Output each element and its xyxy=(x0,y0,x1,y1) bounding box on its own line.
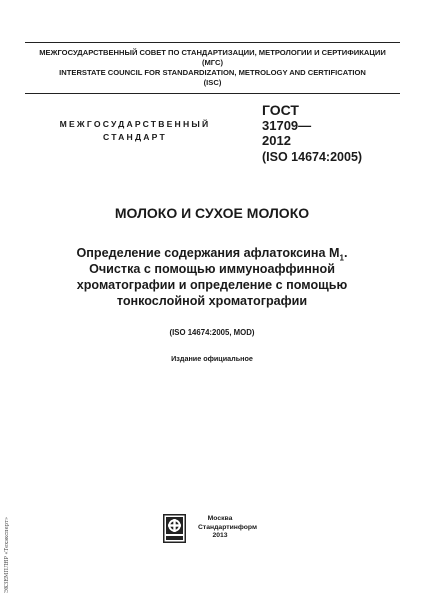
gost-number: 31709— xyxy=(262,118,312,133)
standard-type xyxy=(55,118,215,144)
council-abbr-ru: (МГС) xyxy=(201,58,224,67)
subtitle-line4: тонкослойной хроматографии xyxy=(116,294,308,308)
gost-year: 2012 xyxy=(262,133,291,148)
vertical-watermark-text: ЭКЗЕМПЛЯР «Техэксперт» xyxy=(4,516,10,593)
gost-iso-reference: (ISO 14674:2005) xyxy=(262,150,363,164)
document-subtitle xyxy=(40,245,384,309)
subtitle-subscript: 1 xyxy=(339,253,344,263)
standard-type-line1: МЕЖГОСУДАРСТВЕННЫЙ xyxy=(59,119,211,129)
publisher-city: Москва xyxy=(207,515,233,522)
gost-title: ГОСТ xyxy=(262,102,299,118)
gost-designation xyxy=(262,103,362,165)
standartinform-logo-icon xyxy=(163,514,186,543)
council-name-ru: МЕЖГОСУДАРСТВЕННЫЙ СОВЕТ ПО СТАНДАРТИЗАЦИИ, МЕТРОЛОГИИ И СЕРТИФИКАЦИИ xyxy=(39,48,386,57)
subtitle-line1: Определение содержания афлатоксина $М_1$. xyxy=(76,246,348,263)
council-name-en: INTERSTATE COUNCIL FOR STANDARDIZATION, METROLOGY AND CERTIFICATION xyxy=(59,68,366,77)
standard-type-line2: СТАНДАРТ xyxy=(103,132,167,142)
council-abbr-en: (ISC) xyxy=(203,78,222,87)
edition-note: Издание официальное xyxy=(171,354,253,363)
subtitle-line3: хроматографии и определение с помощью xyxy=(76,278,348,292)
subtitle-line2: Очистка с помощью иммуноаффинной xyxy=(89,262,335,276)
iso-modification-note: (ISO 14674:2005, MOD) xyxy=(169,328,255,337)
council-header xyxy=(25,42,400,94)
document-title: МОЛОКО И СУХОЕ МОЛОКО xyxy=(114,205,310,221)
publisher-year: 2013 xyxy=(212,532,228,540)
publisher-info xyxy=(198,515,257,541)
publisher-name: Стандартинформ xyxy=(198,523,257,531)
